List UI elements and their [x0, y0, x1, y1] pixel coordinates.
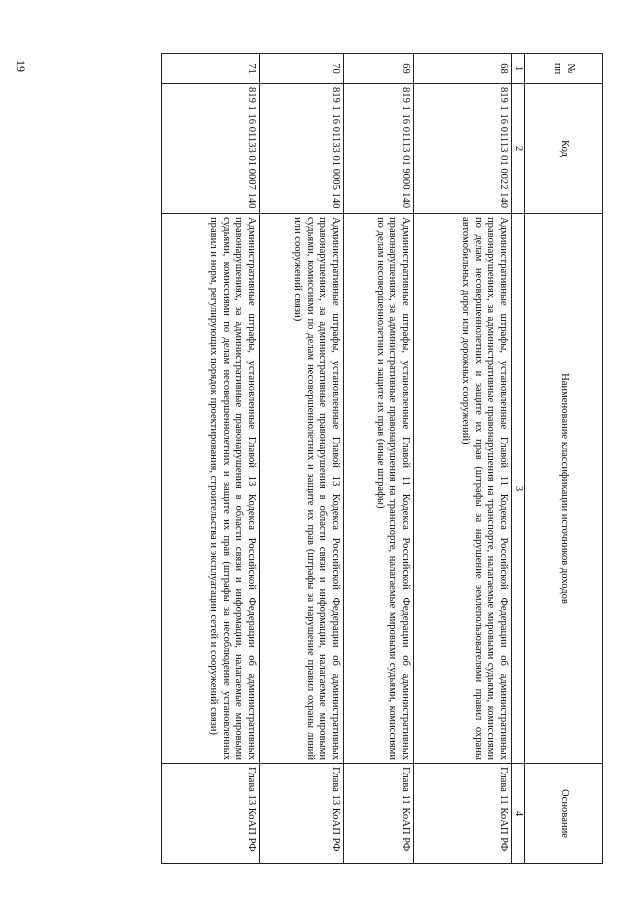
column-number: 1 [512, 54, 525, 84]
table-row [260, 54, 344, 864]
row-name: Административные штрафы, установленные Главой 13 Кодекса Российской Федерации об административных правонарушениях, за административные правонарушения в области связи и информации, налагаемые мировыми судьями, комиссиями по делам несовершеннолетних и защите их прав (штрафы за нарушение правил охраны линий или сооружений связи) [260, 214, 344, 764]
header-code: Код [525, 84, 603, 214]
row-number: 70 [260, 54, 344, 84]
column-number: 3 [512, 214, 525, 764]
row-code: 819 1 16 01133 01 0005 140 [260, 84, 344, 214]
row-basis: Глава 11 КоАП РФ [344, 764, 414, 864]
row-name: Административные штрафы, установленные Главой 13 Кодекса Российской Федерации об административных правонарушениях, за административные правонарушения в области связи и информации, налагаемые мировыми судьями, комиссиями по делам несовершеннолетних и защите их прав (штрафы за несоблюдение установленных правил и норм, регулирующих порядок проектирования, строительства и эксплуатации сетей и сооружений связи) [162, 214, 260, 764]
row-basis: Глава 13 КоАП РФ [260, 764, 344, 864]
row-code: 819 1 16 01133 01 0007 140 [162, 84, 260, 214]
income-classification-table [161, 53, 603, 864]
header-number: № пп [525, 54, 603, 84]
table-row [162, 54, 260, 864]
rotated-document [73, 53, 603, 863]
row-basis: Глава 11 КоАП РФ [414, 764, 512, 864]
row-code: 819 1 16 01113 01 0022 140 [414, 84, 512, 214]
column-number: 4 [512, 764, 525, 864]
table-row [414, 54, 512, 864]
row-name: Административные штрафы, установленные Главой 11 Кодекса Российской Федерации об административных правонарушениях, за административные правонарушения на транспорте, налагаемые мировыми судьями, комиссиями по делам несовершеннолетних и защите их прав (штрафы за нарушение землепользователями правил охраны автомобильных дорог или дорожных сооружений) [414, 214, 512, 764]
row-basis: Глава 13 КоАП РФ [162, 764, 260, 864]
header-basis: Основание [525, 764, 603, 864]
row-number: 69 [344, 54, 414, 84]
header-name: Наименование классификации источников доходов [525, 214, 603, 764]
row-number: 68 [414, 54, 512, 84]
page-number: 19 [14, 60, 28, 72]
row-number: 71 [162, 54, 260, 84]
column-number: 2 [512, 84, 525, 214]
row-code: 819 1 16 01113 01 9000 140 [344, 84, 414, 214]
table-row [344, 54, 414, 864]
header-row [525, 54, 603, 864]
column-number-row [512, 54, 525, 864]
row-name: Административные штрафы, установленные Главой 11 Кодекса Российской Федерации об административных правонарушениях, за административные правонарушения на транспорте, налагаемые мировыми судьями, комиссиями по делам несовершеннолетних и защите их прав (иные штрафы) [344, 214, 414, 764]
